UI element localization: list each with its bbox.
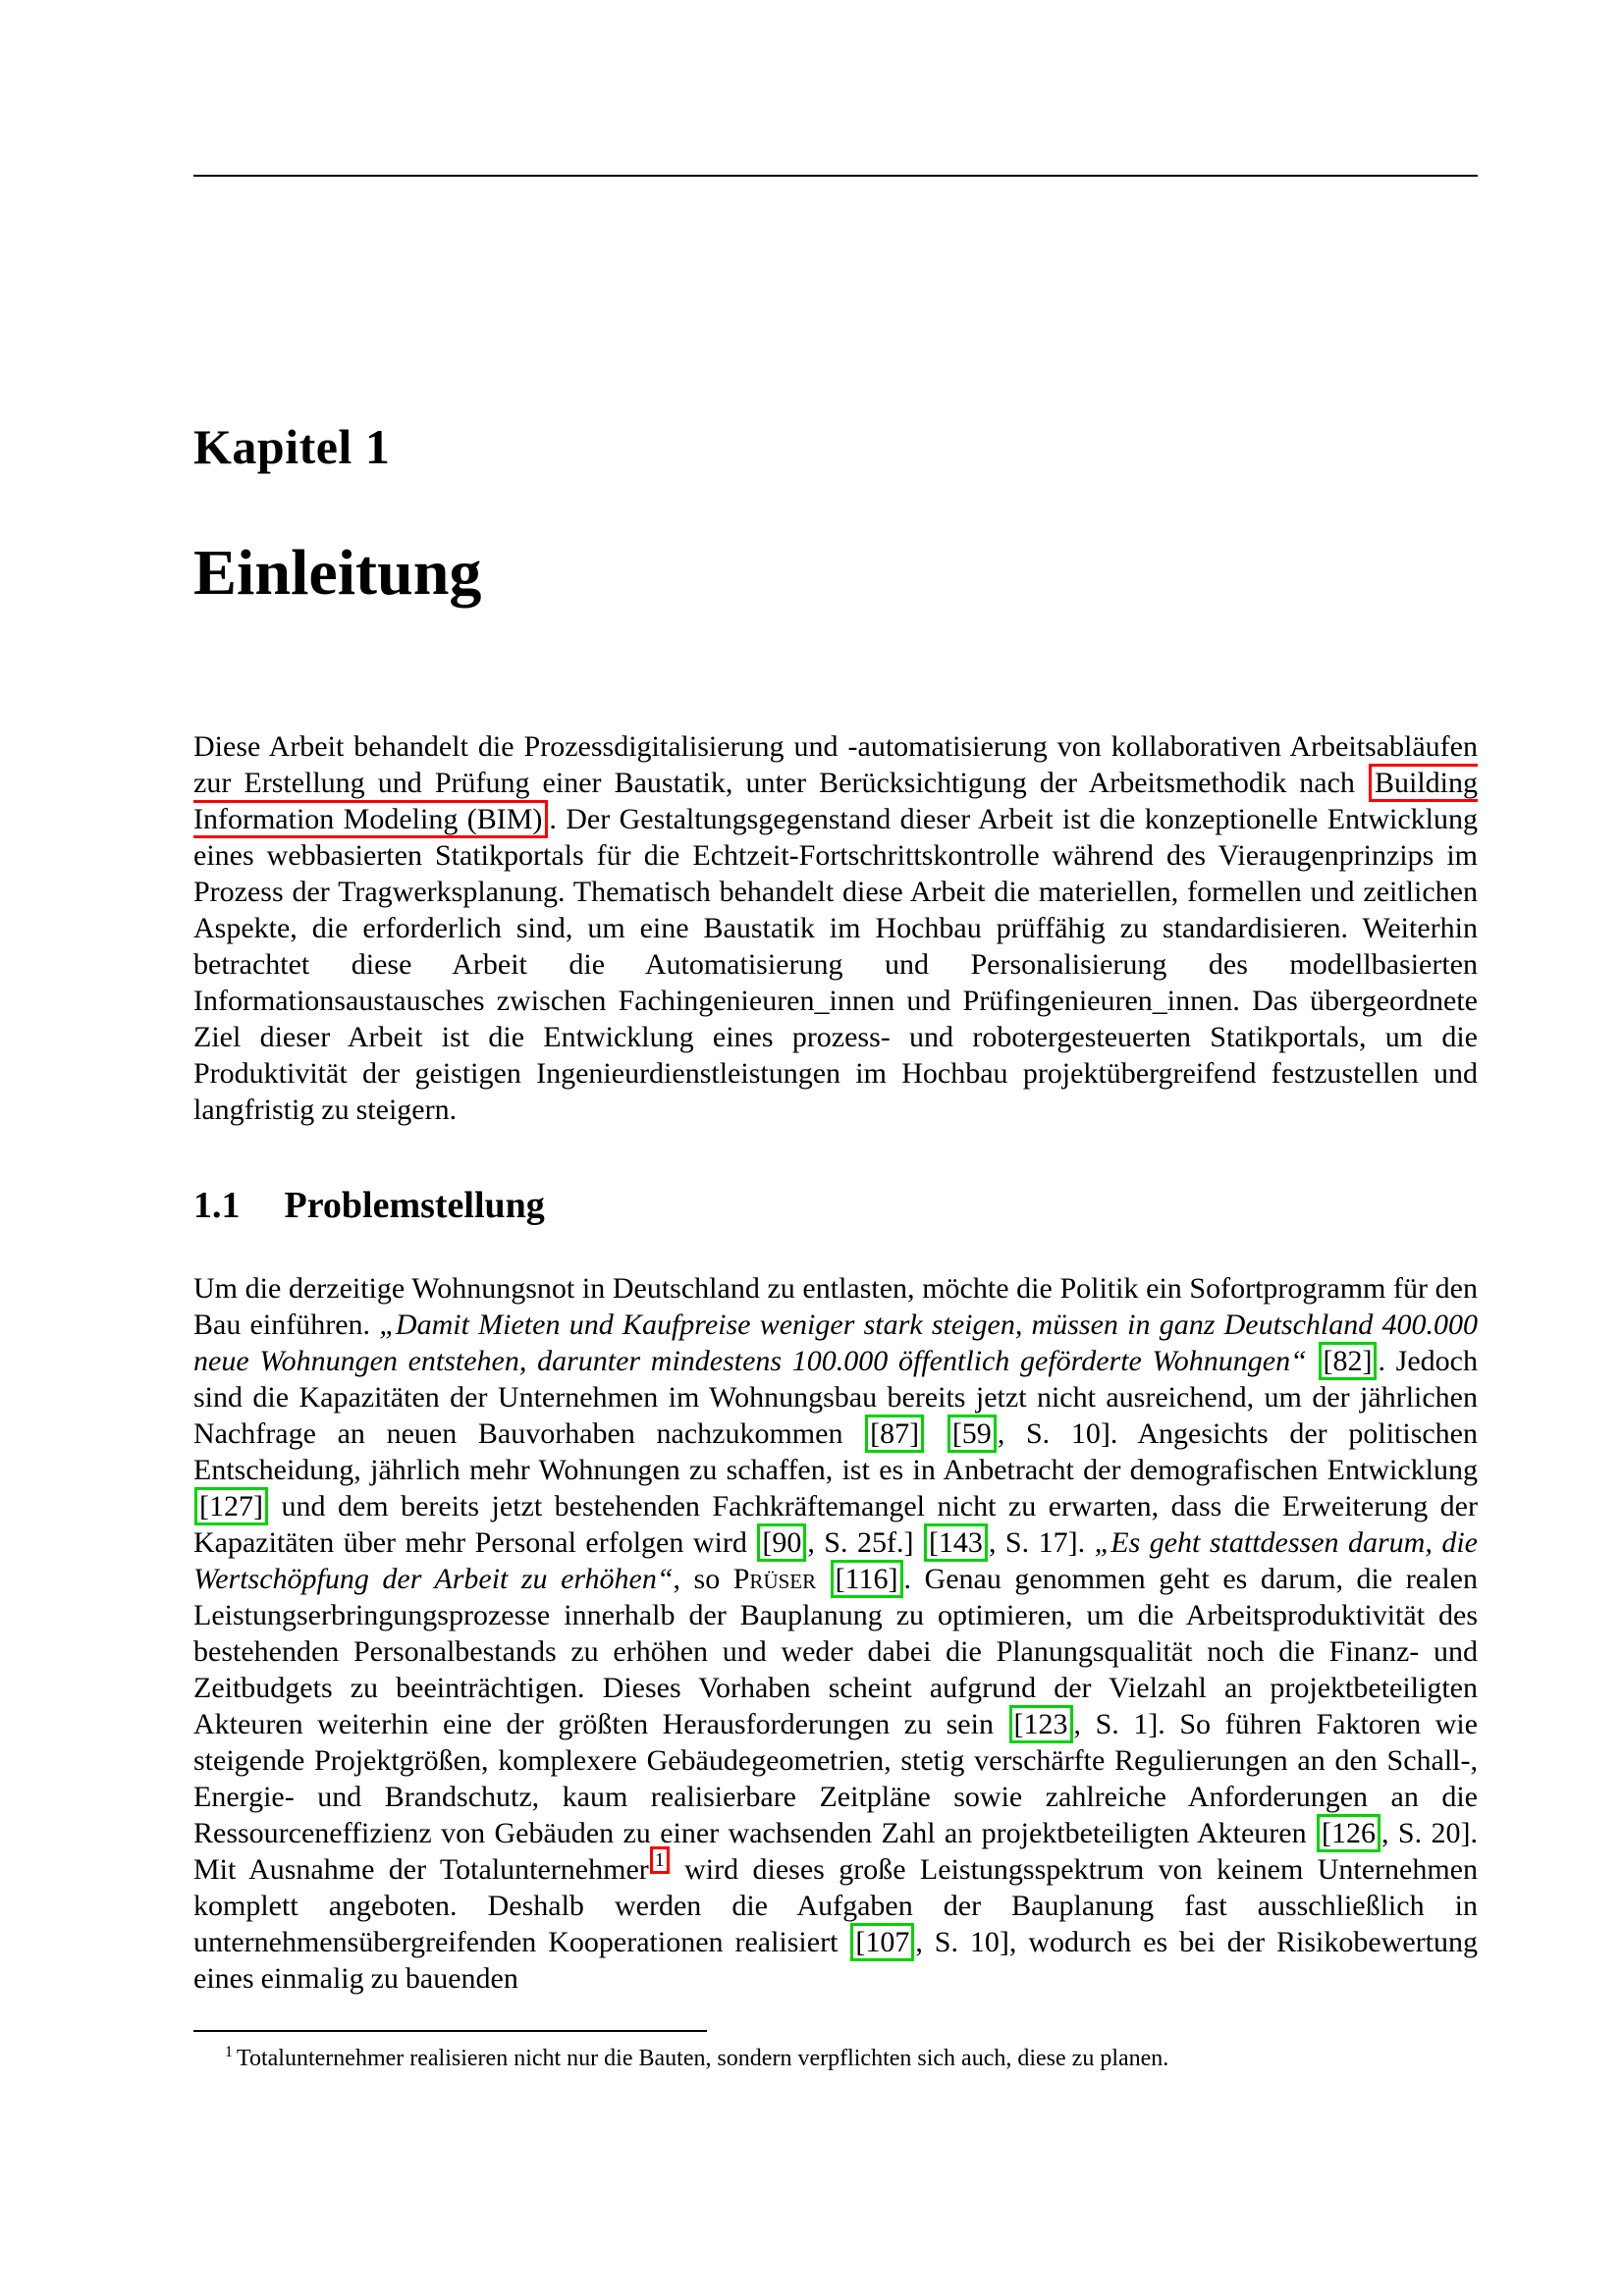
text-segment: , S. 1]. So führen Faktoren wie steigende Projektgrößen, komplexere Gebäudegeometrien, stetig verschärfte Regulierungen an den Schall-, Energie- und Brandschutz, kaum realisierbare Zeitpläne sowie zahlreiche Anforderungen an die Ressourceneffizienz von Gebäuden zu einer wachsenden Zahl an projektbeteiligten Akteuren xyxy=(193,1708,1478,1849)
text-segment: , S. 10], wodurch es bei der Risikobewertung eines einmalig zu bauenden xyxy=(193,1926,1478,1995)
text-segment: , S. 20]. Mit Ausnahme der Totalunternehmer xyxy=(193,1817,1478,1886)
text-segment: „Damit Mieten und Kaufpreise weniger stark steigen, müssen in ganz Deutschland 400.000 neue Wohnungen entstehen, darunter mindestens 100.000 öffentlich geförderte Wohnungen“ xyxy=(193,1308,1478,1377)
intro-paragraph xyxy=(193,728,1478,1128)
text-segment: . Der Gestaltungsgegenstand dieser Arbeit ist die konzeptionelle Entwicklung eines webbasierten Statikportals für die Echtzeit-Fortschrittskontrolle während des Vieraugenprinzips im Prozess der Tragwerksplanung. Thematisch behandelt diese Arbeit die materiellen, formellen und zeitlichen Aspekte, die erforderlich sind, um eine Baustatik im Hochbau prüffähig zu standardisieren. Weiterhin betrachtet diese Arbeit die Automatisierung und Personalisierung des modellbasierten Informationsaustausches zwischen Fachingenieuren_innen und Prüfingenieuren_innen. Das übergeordnete Ziel dieser Arbeit ist die Entwicklung eines prozess- und robotergesteuerten Statikportals, um die Produktivität der geistigen Ingenieurdienstleistungen im Hochbau projektübergreifend festzustellen und langfristig zu steigern. xyxy=(193,803,1479,1126)
text-segment: , so xyxy=(673,1563,733,1595)
footnote xyxy=(193,2044,1478,2073)
text-segment: , S. 17]. xyxy=(988,1526,1095,1559)
text-segment xyxy=(925,1417,947,1450)
citation-link[interactable]: [59 xyxy=(947,1415,997,1453)
text-segment: „Es geht stattdessen darum, die Wertschöpfung der Arbeit zu erhöhen“ xyxy=(193,1526,1478,1595)
citation-link[interactable]: [123 xyxy=(1009,1705,1073,1743)
citation-link[interactable]: [116] xyxy=(831,1560,903,1598)
footnote-rule xyxy=(193,2030,707,2032)
text-segment: und dem bereits jetzt bestehenden Fachkräftemangel nicht zu erwarten, dass die Erweiterung der Kapazitäten über mehr Personal erfolgen wird xyxy=(193,1490,1478,1559)
footnote-text: Totalunternehmer realisieren nicht nur die Bauten, sondern verpflichten sich auch, diese zu planen. xyxy=(237,2046,1169,2071)
chapter-number-heading: Kapitel 1 xyxy=(193,419,391,474)
text-segment: Diese Arbeit behandelt die Prozessdigitalisierung und -automatisierung von kollaborativen Arbeitsabläufen zur Erstellung und Prüfung einer Baustatik, unter Berücksichtigung der Arbeitsmethodik nach xyxy=(193,730,1478,799)
text-segment: wird dieses große Leistungsspektrum von keinem Unternehmen komplett angeboten. Deshalb werden die Aufgaben der Bauplanung fast ausschließlich in unternehmensübergreifenden Kooperationen realisiert xyxy=(193,1853,1478,1958)
citation-link[interactable]: [127] xyxy=(194,1487,268,1525)
citation-link[interactable]: [143 xyxy=(924,1523,988,1562)
problem-paragraph xyxy=(193,1270,1478,1997)
text-segment: Um die derzeitige Wohnungsnot in Deutschland zu entlasten, möchte die Politik ein Sofortprogramm für den Bau einführen. xyxy=(193,1272,1478,1341)
text-segment: . Jedoch sind die Kapazitäten der Unternehmen im Wohnungsbau bereits jetzt nicht ausreichend, um der jährlichen Nachfrage an neuen Bauvorhaben nachzukommen xyxy=(193,1345,1478,1450)
footnote-marker: 1 xyxy=(225,2044,233,2060)
text-segment xyxy=(816,1563,830,1595)
citation-link[interactable]: [82] xyxy=(1319,1342,1378,1380)
header-rule xyxy=(193,175,1478,177)
citation-link[interactable]: [126 xyxy=(1317,1814,1380,1852)
section-number: 1.1 xyxy=(193,1185,241,1226)
text-segment: . Genau genommen geht es darum, die realen Leistungserbringungsprozesse innerhalb der Bauplanung zu optimieren, um die Arbeitsproduktivität des bestehenden Personalbestands zu erhöhen und weder dabei die Planungsqualität noch die Finanz- und Zeitbudgets zu beeinträchtigen. Dieses Vorhaben scheint aufgrund der Vielzahl an projektbeteiligten Akteuren weiterhin eine der größten Herausforderungen zu sein xyxy=(193,1563,1478,1740)
text-segment: , S. 25f.] xyxy=(807,1526,923,1559)
citation-link[interactable]: [87] xyxy=(865,1415,924,1453)
chapter-title-heading: Einleitung xyxy=(193,537,482,609)
text-segment: Prüser xyxy=(732,1563,817,1595)
glossary-link[interactable]: Building Information Modeling (BIM) xyxy=(193,764,1478,838)
section-title: Problemstellung xyxy=(284,1185,545,1226)
text-segment xyxy=(1307,1345,1318,1377)
section-heading xyxy=(193,1184,545,1227)
citation-link[interactable]: [90 xyxy=(757,1523,806,1562)
footnote-marker-link[interactable]: 1 xyxy=(650,1846,670,1874)
text-segment: , S. 10]. Angesichts der politischen Entscheidung, jährlich mehr Wohnungen zu schaffen, ist es in Anbetracht der demografischen Entwicklung xyxy=(193,1417,1479,1486)
citation-link[interactable]: [107 xyxy=(850,1923,914,1961)
